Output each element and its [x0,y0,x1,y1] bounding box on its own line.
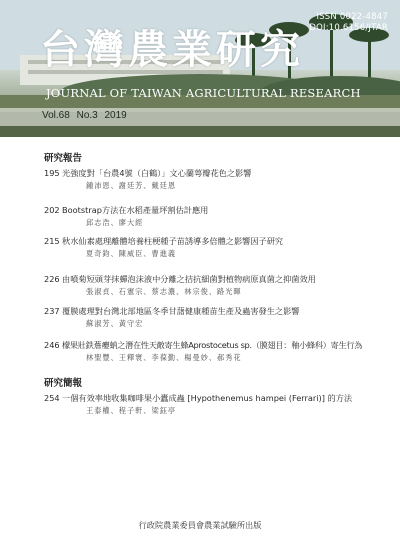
toc-entry[interactable] [44,274,394,297]
page-number: 202 [44,205,60,215]
journal-title-en: JOURNAL OF TAIWAN AGRICULTURAL RESEARCH [46,86,361,100]
article-title: 覆膜處理對台灣北部地區冬季甘藷健康種苗生產及蟲害發生之影響 [62,306,300,316]
page-number: 226 [44,274,60,284]
toc-entry[interactable] [44,236,394,259]
article-authors: 王泰權、程子軒、梁鈺亭 [86,406,177,415]
page-number: 237 [44,306,60,316]
issn-doi-block [309,12,388,34]
article-title: 由噴菊短頭芽抹蟬泡沫液中分離之拮抗細菌對植物病原真菌之抑菌效用 [62,274,316,284]
volume-label: Vol.68 [42,110,70,121]
article-authors: 夏奇鈞、陳威臣、曹進義 [86,249,177,258]
issue-label: No.3 [76,110,98,121]
page-number: 215 [44,236,60,246]
section-title-research-notes: 研究簡報 [44,378,83,389]
toc-entry[interactable] [44,205,394,228]
article-title: 秋水仙素處理離體培養柱梗種子苗誘導多倍體之影響因子研究 [62,236,284,246]
toc-entry[interactable] [44,306,394,329]
toc-entry[interactable] [44,393,394,416]
toc-entry[interactable] [44,340,394,363]
article-title: Bootstrap方法在水稻產量坪割估計應用 [62,205,209,215]
year-label: 2019 [104,110,127,121]
issn-text: ISSN 0022-4847 [316,12,388,22]
page-number: 195 [44,168,60,178]
article-title: 一個有效率地收集咖啡果小蠹成蟲 [Hypothenemus hampei (Ferrari)] 的方法 [62,393,353,403]
publisher-line: 行政院農業委員會農業試驗所出版 [138,520,262,530]
doi-text: DOI:10.6156/JTAR [309,23,388,33]
article-authors: 邱志浩、廖大經 [86,218,144,227]
volume-issue-year [42,110,127,121]
article-authors: 張淑貞、石憲宗、蔡志濃、林宗俊、路光暉 [86,287,242,296]
article-authors: 鍾沛恩、謝廷芳、戴廷恩 [86,181,177,190]
article-title: 光強度對「台農4號（白鶴）」文心蘭萼瓣花色之影響 [62,168,252,178]
article-authors: 蘇淑芳、黃守宏 [86,319,144,328]
article-title: 檬果壯鉄薝癭蚋之潛在性天敵寄生蜂Aprostocetus sp.（膜翅目：釉小蜂科）寄生行為 [62,340,363,350]
article-authors: 林聖豐、王釋寰、李葆勤、楊曼妙、郝秀花 [86,353,242,362]
toc-entry[interactable] [44,168,394,191]
page-number: 254 [44,393,60,403]
journal-title-zh: 台灣農業研究 [40,26,304,73]
page-number: 246 [44,340,60,350]
section-title-research-reports: 研究報告 [44,153,83,164]
